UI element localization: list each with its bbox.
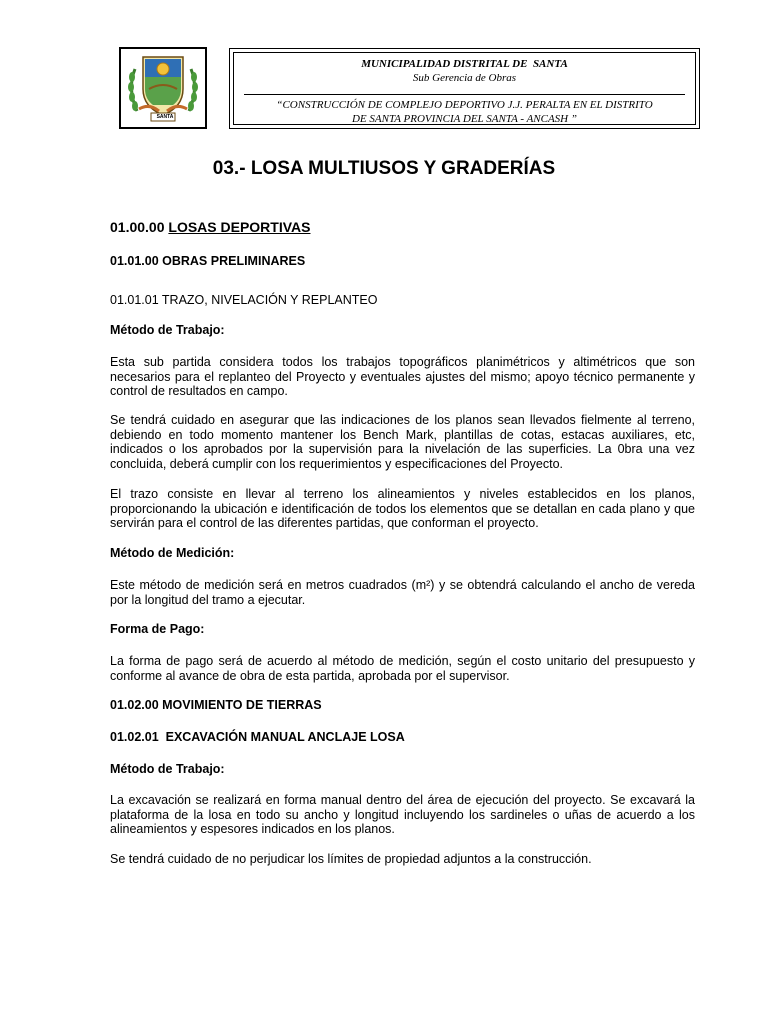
label-forma-pago: Forma de Pago:	[110, 622, 205, 636]
header-divider	[244, 94, 685, 95]
section-heading	[110, 219, 695, 235]
document-header	[229, 48, 700, 129]
item-heading-excavacion: 01.02.01 EXCAVACIÓN MANUAL ANCLAJE LOSA	[110, 730, 405, 744]
section-name: LOSAS DEPORTIVAS	[168, 219, 311, 235]
municipal-logo	[119, 47, 207, 129]
organization-name: MUNICIPALIDAD DISTRITAL DE SANTA	[361, 58, 568, 70]
paragraph-3: El trazo consiste en llevar al terreno los alineamientos y niveles establecidos en los planos, proporcionando la ubicación e identificación de todos los elementos que se detallan en cada plano y que servirán para el control de las diferentes partidas, que conforman el proyecto.	[110, 487, 695, 530]
section-code: 01.00.00	[110, 219, 165, 235]
logo-caption: SANTA	[156, 114, 174, 120]
department-name: Sub Gerencia de Obras	[412, 72, 517, 84]
project-title	[242, 98, 687, 126]
item-heading-trazo	[110, 293, 695, 307]
paragraph-7: Se tendrá cuidado de no perjudicar los límites de propiedad adjuntos a la construcción.	[110, 852, 592, 866]
label-metodo-trabajo-2: Método de Trabajo:	[110, 762, 225, 776]
project-title-line-1: “CONSTRUCCIÓN DE COMPLEJO DEPORTIVO J.J. PERALTA EN EL DISTRITO	[276, 99, 653, 111]
subsection-heading-movimiento: 01.02.00 MOVIMIENTO DE TIERRAS	[110, 698, 322, 712]
paragraph-6: La excavación se realizará en forma manual dentro del área de ejecución del proyecto. Se excavará la plataforma de la losa en todo su ancho y longitud incluyendo los sardineles o uñas de acuerdo a los alineamientos y espesores indicados en los planos.	[110, 793, 695, 836]
document-title: 03.- LOSA MULTIUSOS Y GRADERÍAS	[212, 158, 556, 179]
paragraph-1: Esta sub partida considera todos los trabajos topográficos planimétricos y altimétricos que son necesarios para el replanteo del Proyecto y eventuales ajustes del mismo; apoyo técnico permanente y control de resultados en campo.	[110, 355, 695, 398]
item-heading-trazo-text: 01.01.01 TRAZO, NIVELACIÓN Y REPLANTEO	[110, 293, 378, 307]
label-metodo-medicion: Método de Medición:	[110, 546, 235, 560]
subsection-heading-preliminares: 01.01.00 OBRAS PRELIMINARES	[110, 254, 306, 268]
paragraph-5: La forma de pago será de acuerdo al método de medición, según el costo unitario del presupuesto y conforme al avance de obra de esta partida, aprobada por el supervisor.	[110, 654, 695, 683]
header-inner-frame	[233, 52, 696, 125]
paragraph-2: Se tendrá cuidado en asegurar que las indicaciones de los planos sean llevados fielmente al terreno, debiendo en todo momento mantener los Bench Mark, plantillas de cotas, estacas auxiliares, etc, indicados o los aprobados por la supervisión para la nivelación de las superficies. La 0bra una vez concluida, deberá cumplir con los requerimientos y especificaciones del Proyecto.	[110, 413, 695, 471]
label-metodo-trabajo: Método de Trabajo:	[110, 323, 225, 337]
project-title-line-2: DE SANTA PROVINCIA DEL SANTA - ANCASH ”	[351, 113, 577, 125]
paragraph-4: Este método de medición será en metros cuadrados (m²) y se obtendrá calculando el ancho de vereda por la longitud del tramo a ejecutar.	[110, 578, 695, 607]
